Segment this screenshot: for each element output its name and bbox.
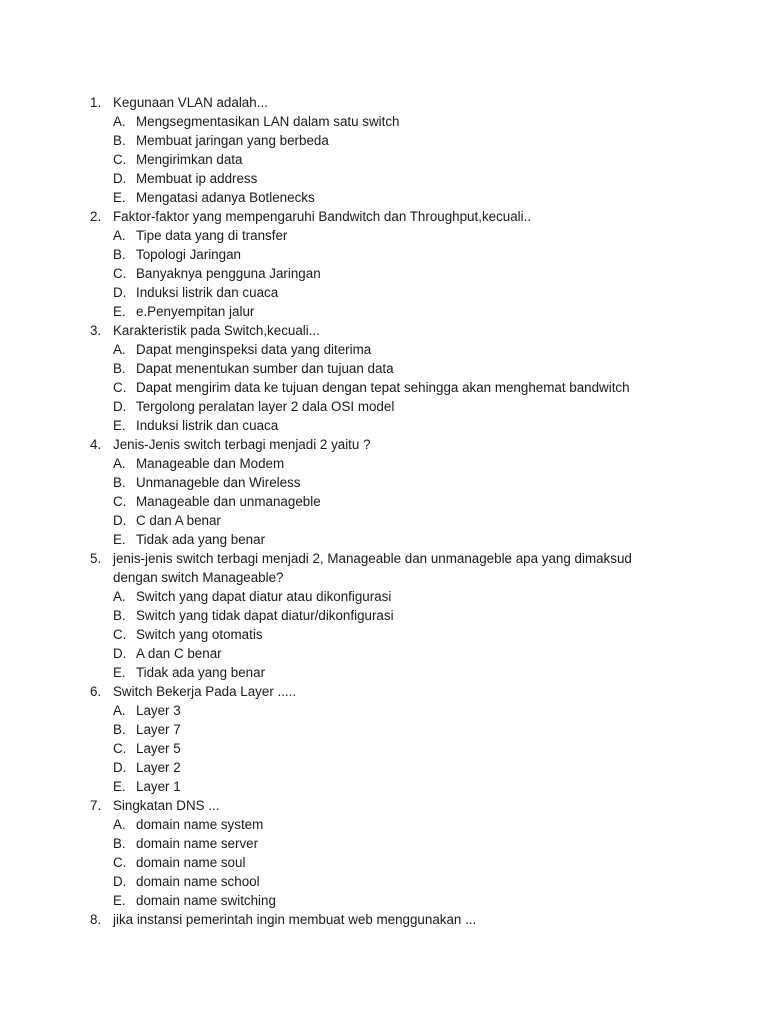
question-number: 1. (90, 95, 102, 110)
option-letter: B. (113, 133, 126, 148)
question-label: jika instansi pemerintah ingin membuat web menggunakan ... (113, 912, 477, 927)
option-letter: C. (113, 741, 127, 756)
answer-option (0, 758, 768, 777)
option-text: Induksi listrik dan cuaca (136, 285, 279, 300)
question-item (0, 435, 768, 549)
answer-option (0, 492, 768, 511)
option-text: Tergolong peralatan layer 2 dala OSI model (136, 399, 395, 414)
option-letter: B. (113, 608, 126, 623)
answer-option (0, 853, 768, 872)
answer-option (0, 587, 768, 606)
option-letter: E. (113, 779, 126, 794)
option-letter: A. (113, 589, 126, 604)
answer-option (0, 720, 768, 739)
option-letter: E. (113, 532, 126, 547)
answer-option (0, 530, 768, 549)
option-letter: A. (113, 342, 126, 357)
option-letter: A. (113, 228, 126, 243)
answer-option (0, 454, 768, 473)
question-item (0, 910, 768, 929)
answer-option (0, 701, 768, 720)
question-number: 2. (90, 209, 102, 224)
question-text (0, 321, 768, 340)
option-list (0, 112, 768, 207)
option-letter: D. (113, 513, 127, 528)
option-letter: C. (113, 266, 127, 281)
question-number: 3. (90, 323, 102, 338)
answer-option (0, 131, 768, 150)
answer-option (0, 302, 768, 321)
option-letter: B. (113, 722, 126, 737)
answer-option (0, 777, 768, 796)
option-text: Dapat menentukan sumber dan tujuan data (136, 361, 394, 376)
answer-option (0, 815, 768, 834)
option-list (0, 454, 768, 549)
answer-option (0, 378, 768, 397)
option-letter: B. (113, 247, 126, 262)
option-text: Layer 3 (136, 703, 181, 718)
option-letter: C. (113, 855, 127, 870)
answer-option (0, 245, 768, 264)
option-text: Switch yang tidak dapat diatur/dikonfigurasi (136, 608, 394, 623)
option-text: e.Penyempitan jalur (136, 304, 255, 319)
question-item (0, 207, 768, 321)
option-letter: E. (113, 418, 126, 433)
answer-option (0, 226, 768, 245)
option-text: Layer 2 (136, 760, 181, 775)
answer-option (0, 416, 768, 435)
option-text: Membuat ip address (136, 171, 258, 186)
answer-option (0, 606, 768, 625)
option-list (0, 815, 768, 910)
question-label: Kegunaan VLAN adalah... (113, 95, 268, 110)
question-number: 8. (90, 912, 102, 927)
answer-option (0, 891, 768, 910)
option-text: domain name soul (136, 855, 246, 870)
option-text: Mengirimkan data (136, 152, 243, 167)
question-text (0, 435, 768, 454)
answer-option (0, 340, 768, 359)
question-text (0, 910, 768, 929)
option-letter: D. (113, 646, 127, 661)
question-label: Faktor-faktor yang mempengaruhi Bandwitch dan Throughput,kecuali.. (113, 209, 532, 224)
answer-option (0, 359, 768, 378)
option-letter: C. (113, 494, 127, 509)
answer-option (0, 473, 768, 492)
option-list (0, 226, 768, 321)
option-list (0, 701, 768, 796)
option-letter: A. (113, 703, 126, 718)
answer-option (0, 739, 768, 758)
question-number: 4. (90, 437, 102, 452)
option-letter: D. (113, 285, 127, 300)
option-text: Induksi listrik dan cuaca (136, 418, 279, 433)
option-text: domain name switching (136, 893, 276, 908)
answer-option (0, 872, 768, 891)
document-page (0, 93, 768, 929)
answer-option (0, 150, 768, 169)
answer-option (0, 511, 768, 530)
option-letter: E. (113, 893, 126, 908)
option-text: A dan C benar (136, 646, 222, 661)
option-text: Topologi Jaringan (136, 247, 241, 262)
question-number: 6. (90, 684, 102, 699)
answer-option (0, 283, 768, 302)
option-letter: B. (113, 361, 126, 376)
question-number: 7. (90, 798, 102, 813)
question-text (0, 93, 768, 112)
question-item (0, 321, 768, 435)
question-label: Singkatan DNS ... (113, 798, 220, 813)
answer-option (0, 397, 768, 416)
question-item (0, 93, 768, 207)
option-letter: D. (113, 171, 127, 186)
option-letter: C. (113, 152, 127, 167)
option-letter: D. (113, 760, 127, 775)
option-text: Layer 5 (136, 741, 181, 756)
option-text: Tipe data yang di transfer (136, 228, 288, 243)
answer-option (0, 112, 768, 131)
option-text: Switch yang dapat diatur atau dikonfigurasi (136, 589, 392, 604)
option-text: domain name system (136, 817, 264, 832)
option-letter: A. (113, 817, 126, 832)
question-label: Jenis-Jenis switch terbagi menjadi 2 yaitu ? (113, 437, 371, 452)
option-text: domain name school (136, 874, 260, 889)
option-text: Layer 1 (136, 779, 181, 794)
option-text: Manageable dan unmanageble (136, 494, 321, 509)
option-letter: D. (113, 874, 127, 889)
answer-option (0, 188, 768, 207)
option-text: Unmanageble dan Wireless (136, 475, 301, 490)
option-list (0, 340, 768, 435)
option-text: Mengatasi adanya Botlenecks (136, 190, 315, 205)
answer-option (0, 169, 768, 188)
option-letter: A. (113, 114, 126, 129)
option-text: Dapat menginspeksi data yang diterima (136, 342, 372, 357)
option-text: Mengsegmentasikan LAN dalam satu switch (136, 114, 400, 129)
question-label: jenis-jenis switch terbagi menjadi 2, Manageable dan unmanageble apa yang dimaksud dengan switch Manageable? (113, 551, 632, 585)
option-letter: C. (113, 627, 127, 642)
answer-option (0, 264, 768, 283)
question-item (0, 682, 768, 796)
option-letter: E. (113, 190, 126, 205)
answer-option (0, 663, 768, 682)
option-text: Manageable dan Modem (136, 456, 285, 471)
answer-option (0, 625, 768, 644)
option-letter: A. (113, 456, 126, 471)
option-letter: E. (113, 304, 126, 319)
option-text: Tidak ada yang benar (136, 532, 266, 547)
answer-option (0, 834, 768, 853)
option-letter: D. (113, 399, 127, 414)
question-label: Switch Bekerja Pada Layer ..... (113, 684, 297, 699)
option-text: Switch yang otomatis (136, 627, 263, 642)
option-text: Tidak ada yang benar (136, 665, 266, 680)
question-text (0, 796, 768, 815)
question-number: 5. (90, 551, 102, 566)
option-text: domain name server (136, 836, 259, 851)
option-letter: E. (113, 665, 126, 680)
question-text (0, 682, 768, 701)
option-letter: B. (113, 475, 126, 490)
question-list (0, 93, 768, 929)
question-label: Karakteristik pada Switch,kecuali... (113, 323, 320, 338)
option-text: Banyaknya pengguna Jaringan (136, 266, 321, 281)
option-text: Layer 7 (136, 722, 181, 737)
question-text (0, 207, 768, 226)
option-letter: B. (113, 836, 126, 851)
answer-option (0, 644, 768, 663)
question-item (0, 549, 768, 682)
option-text: C dan A benar (136, 513, 221, 528)
option-letter: C. (113, 380, 127, 395)
option-text: Membuat jaringan yang berbeda (136, 133, 329, 148)
option-list (0, 587, 768, 682)
question-text (0, 549, 673, 587)
option-text: Dapat mengirim data ke tujuan dengan tepat sehingga akan menghemat bandwitch (136, 380, 630, 395)
question-item (0, 796, 768, 910)
